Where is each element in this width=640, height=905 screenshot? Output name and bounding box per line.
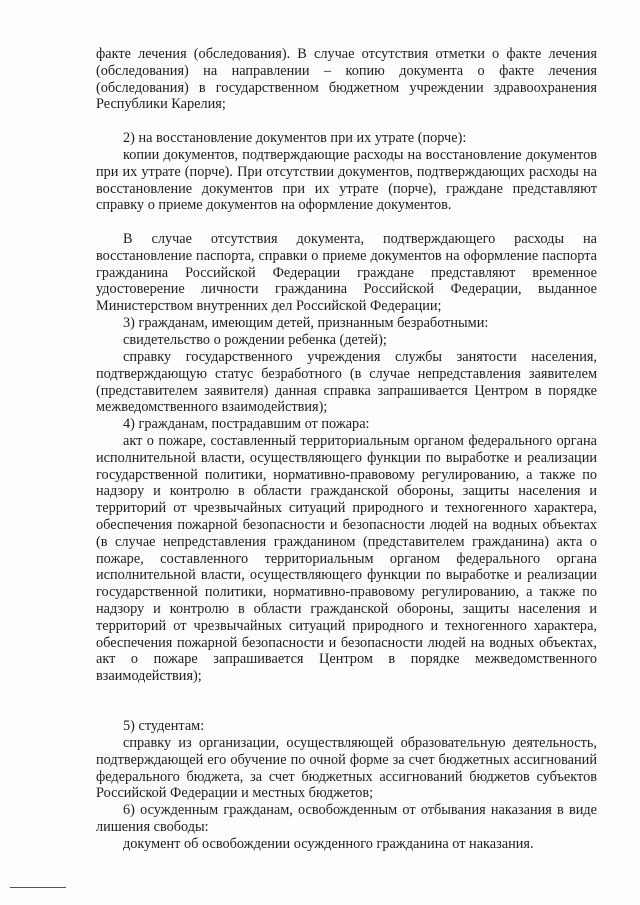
- paragraph-document-restoration: копии документов, подтверждающие расходы на восстановление документов при их утрате (порче). При отсутствии документов, подтверждающих расходы на восстановление документов при их утрате (порче), граждане представляют справку о приеме документов на оформление документов.: [96, 147, 597, 214]
- paragraph-fire-act: акт о пожаре, составленный территориальным органом федерального органа исполнительной власти, осуществляющего функции по выработке и реализации государственной политики, нормативно-правовому регулированию, а также по надзору и контролю в области гражданской обороны, защиты населения и территорий от чрезвычайных ситуаций природного и техногенного характера, обеспечения пожарной безопасности и безопасности людей на водных объектах (в случае непредставления гражданином (представителем гражданина) акта о пожаре, составленного территориальным органом федерального органа исполнительной власти, осуществляющего функции по выработке и реализации государственной политики, нормативно-правовому регулированию, а также по надзору и контролю в области гражданской обороны, защиты населения и территорий от чрезвычайных ситуаций природного и техногенного характера, обеспечения пожарной безопасности и безопасности людей на водных объектах, акт о пожаре запрашивается Центром в порядке межведомственного взаимодействия);: [96, 433, 597, 685]
- paragraph-item-6-heading: 6) осужденным гражданам, освобожденным от отбывания наказания в виде лишения свободы:: [96, 802, 597, 835]
- paragraph-birth-certificate: свидетельство о рождении ребенка (детей);: [123, 332, 387, 348]
- paragraph-item-4-heading: 4) гражданам, пострадавшим от пожара:: [123, 416, 370, 432]
- paragraph-medical-treatment-continuation: факте лечения (обследования). В случае отсутствия отметки о факте лечения (обследования) на направлении – копию документа о факте лечения (обследования) в государственном бюджетном учреждении здравоохранения Республики Карелия;: [96, 46, 597, 113]
- paragraph-passport-restoration: В случае отсутствия документа, подтверждающего расходы на восстановление паспорта, справки о приеме документов на оформление паспорта гражданина Российской Федерации граждане представляют временное удостоверение личности гражданина Российской Федерации, выданное Министерством внутренних дел Российской Федерации;: [96, 231, 597, 315]
- footer-divider: [10, 887, 66, 888]
- paragraph-item-2-heading: 2) на восстановление документов при их утрате (порче):: [123, 130, 467, 146]
- paragraph-employment-service-certificate: справку государственного учреждения службы занятости населения, подтверждающую статус безработного (в случае непредставления заявителем (представителем заявителя) данная справка запрашивается Центром в порядке межведомственного взаимодействия);: [96, 349, 597, 416]
- paragraph-release-document: документ об освобождении осужденного гражданина от наказания.: [123, 836, 534, 852]
- paragraph-item-5-heading: 5) студентам:: [123, 718, 205, 734]
- paragraph-item-3-heading: 3) гражданам, имеющим детей, признанным безработными:: [123, 315, 489, 331]
- paragraph-student-certificate: справку из организации, осуществляющей образовательную деятельность, подтверждающей его обучение по очной форме за счет бюджетных ассигнований федерального бюджета, за счет бюджетных ассигнований бюджетов субъектов Российской Федерации и местных бюджетов;: [96, 735, 597, 802]
